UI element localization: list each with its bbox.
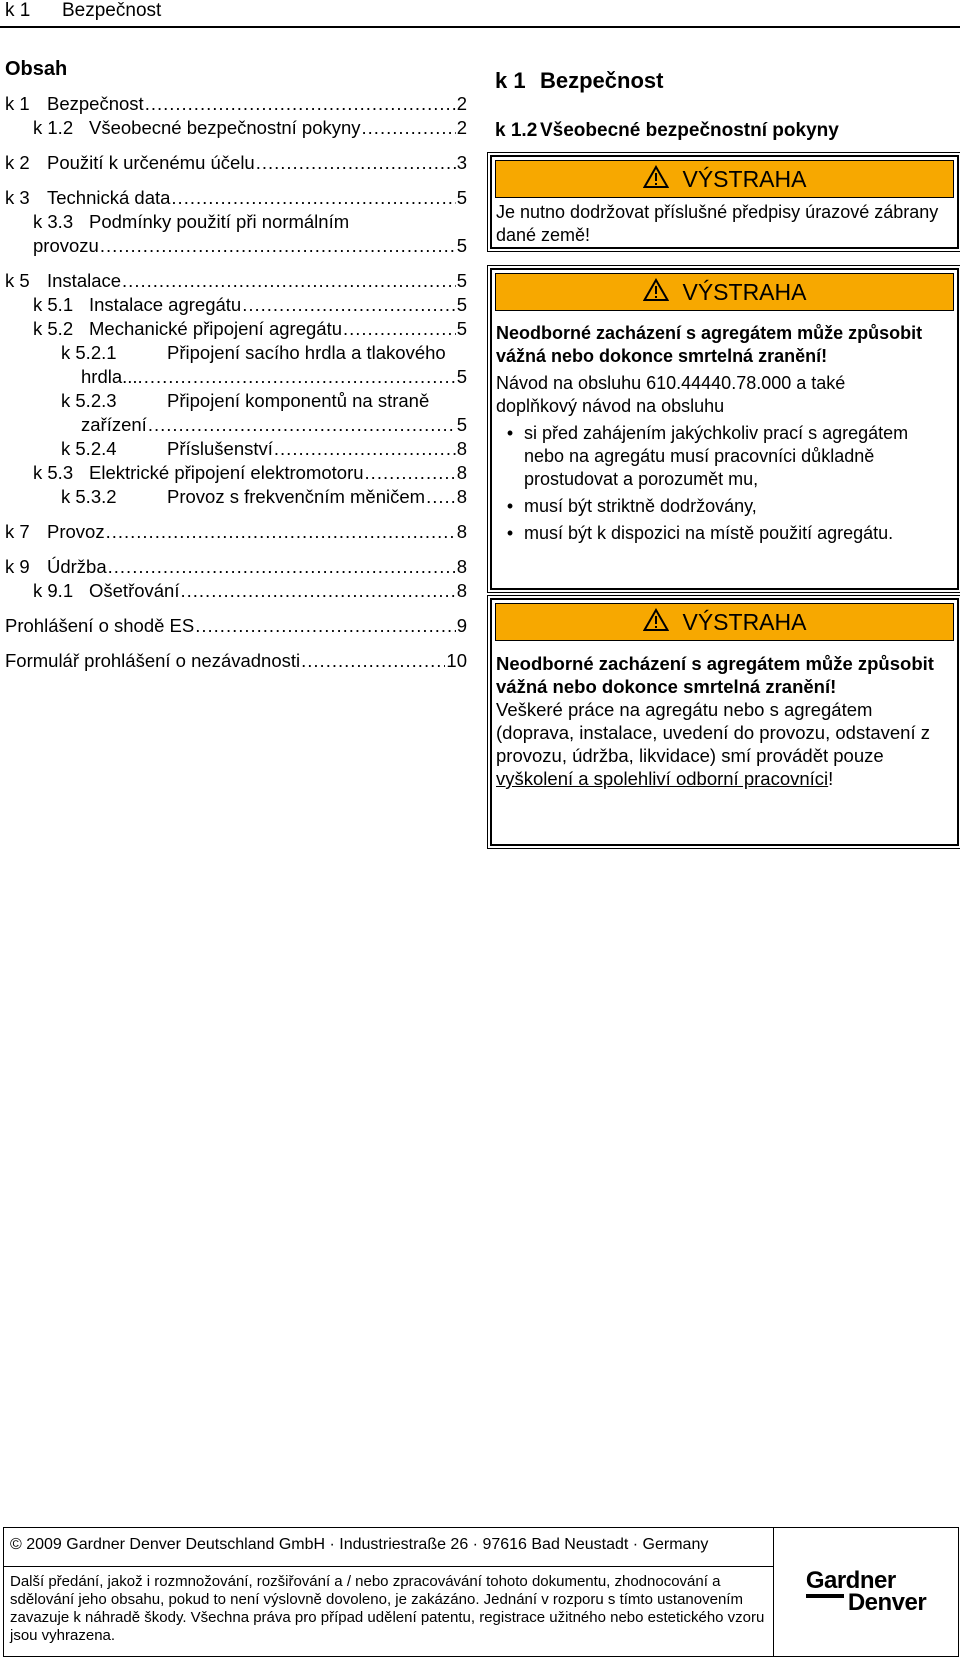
section-heading <box>495 68 664 94</box>
toc-entry[interactable] <box>5 437 467 461</box>
toc-entry[interactable] <box>5 555 467 579</box>
bullet-icon: • <box>506 496 514 516</box>
toc-entry-title: Připojení sacího hrdla a tlakového <box>167 342 446 363</box>
toc-entry-page: 8 <box>456 521 467 542</box>
toc-entry-title: Technická data <box>47 187 171 208</box>
bullet-icon: • <box>506 523 514 543</box>
toc-leader-dots <box>362 116 456 140</box>
warning-header <box>495 160 954 198</box>
toc-entry-number: k 1 <box>5 93 30 114</box>
toc-title: Obsah <box>5 58 68 80</box>
toc-entry-title: Elektrické připojení elektromotoru <box>89 462 364 483</box>
warning-label: VÝSTRAHA <box>682 279 807 305</box>
page-header <box>0 0 960 28</box>
toc-leader-dots <box>274 437 456 461</box>
toc-entry-title: Použití k určenému účelu <box>47 152 255 173</box>
toc-entry-number: k 2 <box>5 152 30 173</box>
toc-entry-number: k 5 <box>5 270 30 291</box>
toc-entry-page: 2 <box>456 117 467 138</box>
subsection-heading <box>495 120 839 142</box>
warning-triangle-icon <box>643 606 669 642</box>
list-item: • si před zahájením jakýchkoliv prací s agregátem nebo na agregátu musí pracovníci důkladně prostudovat a porozumět mu, <box>496 422 951 491</box>
toc-entry-number: k 3.3 <box>33 211 74 232</box>
table-of-contents <box>5 92 467 673</box>
toc-entry-number: k 9 <box>5 556 30 577</box>
toc-leader-dots <box>145 92 456 116</box>
toc-entry-title: zařízení <box>81 414 147 435</box>
toc-entry-number: k 7 <box>5 521 30 542</box>
toc-entry-title: hrdla.... <box>81 366 143 387</box>
subsection-heading-title: Všeobecné bezpečnostní pokyny <box>540 120 839 141</box>
toc-entry[interactable] <box>5 234 467 258</box>
toc-entry-title: provozu <box>33 235 99 256</box>
toc-entry-title: Mechanické připojení agregátu <box>89 318 342 339</box>
toc-entry[interactable] <box>5 365 467 389</box>
warning-bold-text: Neodborné zacházení s agregátem může způsobit vážná nebo dokonce smrtelná zranění! <box>496 653 934 697</box>
toc-entry[interactable] <box>5 92 467 116</box>
company-logo <box>774 1528 958 1656</box>
section-heading-title: Bezpečnost <box>540 68 664 93</box>
toc-leader-dots <box>144 365 456 389</box>
footer-legal-notice: Další předání, jakož i rozmnožování, rozšiřování a / nebo zpracovávání tohoto dokumentu, zhodnocování a sdělování jeho obsahu, pokud to není výslovně dovoleno, je zakázáno. Jednání v rozporu s tímto ustanovením zavazuje k náhradě škody. Všechna práva pro případ udělení patentu, registrace užitného nebo estetického vzoru jsou vyhrazena. <box>10 1573 765 1644</box>
toc-entry-number: k 1.2 <box>33 117 74 138</box>
toc-entry-page: 5 <box>456 294 467 315</box>
toc-entry-title: Instalace agregátu <box>89 294 242 315</box>
warning-label: VÝSTRAHA <box>682 609 807 635</box>
warning-line-1: Návod na obsluhu 610.44440.78.000 a také <box>496 373 846 393</box>
toc-leader-dots <box>301 649 445 673</box>
bullet-icon: • <box>506 423 514 443</box>
qualified-staff-text: vyškolení a spolehliví odborní pracovníci <box>496 768 829 789</box>
toc-entry-page: 2 <box>456 93 467 114</box>
toc-entry[interactable] <box>5 520 467 544</box>
warning-line-2: doplňkový návod na obsluhu <box>496 396 725 416</box>
toc-entry[interactable] <box>5 210 467 234</box>
list-item: • musí být striktně dodržovány, <box>496 495 951 518</box>
toc-entry[interactable] <box>5 269 467 293</box>
warning-triangle-icon <box>643 276 669 312</box>
toc-entry-title: Bezpečnost <box>47 93 144 114</box>
toc-entry[interactable] <box>5 579 467 603</box>
toc-entry-page: 5 <box>456 235 467 256</box>
toc-leader-dots <box>148 413 456 437</box>
toc-entry[interactable] <box>5 186 467 210</box>
toc-entry-title: Instalace <box>47 270 122 291</box>
toc-entry-title: Příslušenství <box>167 438 273 459</box>
toc-entry[interactable] <box>5 293 467 317</box>
toc-entry[interactable] <box>5 389 467 413</box>
warning-header <box>495 603 954 641</box>
warning-label: VÝSTRAHA <box>682 166 807 192</box>
toc-entry-title: Provoz <box>47 521 105 542</box>
toc-entry-title: Připojení komponentů na straně <box>167 390 430 411</box>
toc-leader-dots <box>242 293 455 317</box>
toc-entry-title: Ošetřování <box>89 580 180 601</box>
toc-entry[interactable] <box>5 461 467 485</box>
toc-leader-dots <box>106 520 456 544</box>
toc-entry-title: Podmínky použití při normálním <box>89 211 350 232</box>
toc-entry-title: Provoz s frekvenčním měničem <box>167 486 426 507</box>
toc-entry-page: 3 <box>456 152 467 173</box>
toc-entry-number: k 3 <box>5 187 30 208</box>
toc-entry-number: k 5.3 <box>33 462 74 483</box>
toc-entry[interactable] <box>5 151 467 175</box>
toc-entry-page: 5 <box>456 270 467 291</box>
toc-entry-page: 5 <box>456 366 467 387</box>
toc-entry-page: 10 <box>446 650 467 671</box>
section-heading-num: k 1 <box>495 68 526 93</box>
warning-bold-text: Neodborné zacházení s agregátem může způsobit vážná nebo dokonce smrtelná zranění! <box>496 323 923 366</box>
warning-body <box>492 644 957 796</box>
toc-entry[interactable] <box>5 341 467 365</box>
toc-entry-number: k 5.2 <box>33 318 74 339</box>
header-chapter-title: Bezpečnost <box>62 0 162 21</box>
toc-entry-title: Údržba <box>47 556 107 577</box>
toc-entry[interactable] <box>5 649 467 673</box>
toc-leader-dots <box>100 234 456 258</box>
toc-entry-page: 8 <box>456 462 467 483</box>
toc-leader-dots <box>122 269 456 293</box>
page-footer <box>3 1527 959 1657</box>
toc-entry-page: 5 <box>456 187 467 208</box>
toc-entry-page: 9 <box>456 615 467 636</box>
toc-leader-dots <box>343 317 456 341</box>
toc-entry[interactable] <box>5 485 467 509</box>
toc-entry-number: k 9.1 <box>33 580 74 601</box>
toc-entry-title: Všeobecné bezpečnostní pokyny <box>89 117 361 138</box>
warning-text: Veškeré práce na agregátu nebo s agregátem (doprava, instalace, uvedení do provozu, odstavení z provozu, údržba, likvidace) smí provádět pouze vyškolení a spolehliví odborní pracovníci! <box>496 699 930 789</box>
toc-entry-page: 5 <box>456 318 467 339</box>
list-item: • musí být k dispozici na místě použití agregátu. <box>496 522 951 545</box>
toc-entry-page: 8 <box>456 580 467 601</box>
toc-entry-page: 5 <box>456 414 467 435</box>
footer-copyright: © 2009 Gardner Denver Deutschland GmbH · Industriestraße 26 · 97616 Bad Neustadt · Germany <box>4 1532 773 1567</box>
warning-triangle-icon <box>643 163 669 199</box>
toc-entry[interactable] <box>5 413 467 437</box>
toc-entry-number: k 5.2.4 <box>61 438 117 459</box>
toc-leader-dots <box>365 461 456 485</box>
toc-entry-number: k 5.2.1 <box>61 342 117 363</box>
warning-box-3 <box>490 598 959 846</box>
toc-leader-dots <box>108 555 456 579</box>
toc-entry-number: k 5.3.2 <box>61 486 117 507</box>
toc-entry-title: Formulář prohlášení o nezávadnosti <box>5 650 301 671</box>
warning-box-2 <box>490 268 959 590</box>
toc-entry[interactable] <box>5 317 467 341</box>
toc-entry-page: 8 <box>456 438 467 459</box>
warning-header <box>495 273 954 311</box>
toc-leader-dots <box>426 485 456 509</box>
header-chapter-num: k 1 <box>5 0 31 21</box>
subsection-heading-num: k 1.2 <box>495 120 538 141</box>
toc-leader-dots <box>195 614 455 638</box>
logo-bar <box>806 1594 844 1598</box>
toc-entry-title: Prohlášení o shodě ES <box>5 615 195 636</box>
warning-body <box>492 314 957 551</box>
footer-text-block <box>4 1528 774 1656</box>
toc-entry-number: k 5.1 <box>33 294 74 315</box>
warning-text: Je nutno dodržovat příslušné předpisy úrazové zábrany dané země! <box>496 202 939 245</box>
toc-entry[interactable] <box>5 116 467 140</box>
toc-leader-dots <box>256 151 456 175</box>
toc-leader-dots <box>181 579 456 603</box>
toc-entry-page: 8 <box>456 556 467 577</box>
warning-box-1 <box>490 155 959 249</box>
logo-wordmark: Gardner Denver <box>805 1567 927 1616</box>
toc-entry[interactable] <box>5 614 467 638</box>
toc-leader-dots <box>171 186 455 210</box>
toc-entry-number: k 5.2.3 <box>61 390 117 411</box>
toc-entry-page: 8 <box>456 486 467 507</box>
